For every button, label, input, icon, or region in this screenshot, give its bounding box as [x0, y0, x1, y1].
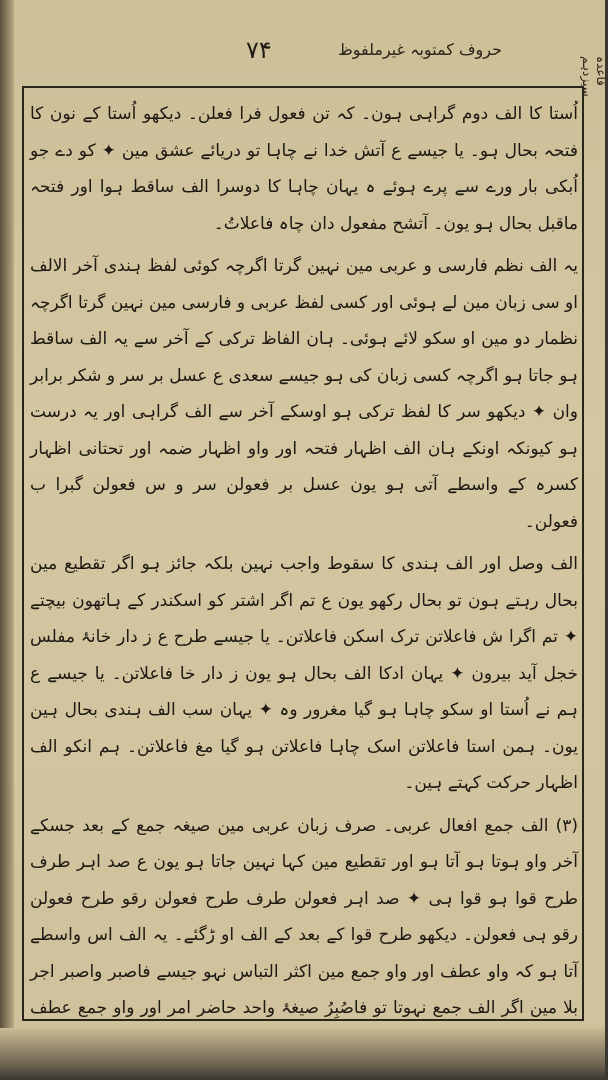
paragraph-4: (۳) الف جمع افعال عربی۔ صرف زبان عربی مین صیغہ جمع کے بعد جسکے آخر واو ہوتا ہو آتا ہو اور تقطیع مین کہا نہین جاتا ہو یون ع صد اہر طرف طرح قوا ہو قوا ہی ✦ صد اہر فعولن طرف طرح فعولن رقو طرح فعولن رقو ہی فعولن۔ دیکھو طرح قوا کے بعد کے الف او ڑگئے۔ یہ الف اس واسطے آتا ہو کہ واو عطف اور واو جمع مین اکثر التباس نہو جیسے فاصبر واصبر اجر بلا مین اگر الف جمع نہوتا تو فاصُبِرُ صیغۂ واحد حاضر امر اور واو جمع عطف [30, 815, 578, 1018]
running-title: حروف کمتوبہ غیرملفوظ [337, 40, 502, 59]
body-text [30, 96, 578, 1016]
side-section-label: قاعدہ سیزدہم [580, 56, 608, 97]
page-header [20, 36, 608, 97]
page-binding-shadow [0, 0, 14, 1080]
page-number: ۷۴ [246, 36, 272, 64]
paragraph-1: اُستا کا الف دوم گراہی ہون۔ کہ تن فعول فرا فعلن۔ دیکھو اُستا کے نون کا فتحہ بحال ہو۔ یا جیسے ع آتش خدا نے چاہا تو دریائے عشق مین ✦ کو دے جو اُبکی بار ورے سے پرے ہوئے ہ یہان چاہا کا دوسرا الف ساقط ہوا اور فتحہ ماقبل بحال ہو یون۔ آتشح مفعول دان چاہ فاعلاتُ۔ [30, 104, 578, 234]
paragraph-3: الف وصل اور الف ہندی کا سقوط واجب نہین بلکہ جائز ہو اگر تقطیع مین بحال رہتے ہون تو بحال رکھو یون ع تم اگر اشتر کو اسکندر کے ہاتھون بیچتے ✦ تم اگرا ش فاعلاتن ترک اسکن فاعلاتن۔ یا جیسے طرح ع ز دار خانۂ مفلس خجل آید بیرون ✦ یہان ادکا الف بحال ہو یون ز دار خا فاعلاتن۔ یا جیسے ع ہم نے اُستا او سکو چاہا ہو گیا مغرور وہ ✦ یہان سب الف ہندی بحال ہین یون۔ ہمن استا فاعلاتن اسک چاہا فاعلاتن ہو گیا مغ فاعلاتن۔ ہم انکو الف اظہار حرکت کہتے ہین۔ [30, 554, 578, 793]
paragraph-2: یہ الف نظم فارسی و عربی مین نہین گرتا اگرچہ کوئی لفظ ہندی آخر الالف او سی زبان مین لے ہوئی اور کسی لفظ عربی و فارسی مین نہین گرتا اگرچہ نظمار دو مین او سکو لائے ہوئی۔ ہان الفاظ ترکی کے آخر سے یہ الف ساقط ہو جاتا ہو اگرچہ کسی زبان کی ہو جیسے سعدی ع عسل بر سر و شکر برابر وان ✦ دیکھو سر کا لفظ ترکی ہو اوسکے آخر سے الف گراہی اور یہ درست ہو کیونکہ اونکے ہان الف اظہار فتحہ اور واو اظہار ضمہ اور تحتانی اظہار کسرہ کے واسطے آتی ہو یون عسل بر فعولن سر و س فعولن گبرا ب فعولن۔ [29, 256, 578, 532]
page-bottom-edge [0, 1028, 605, 1080]
